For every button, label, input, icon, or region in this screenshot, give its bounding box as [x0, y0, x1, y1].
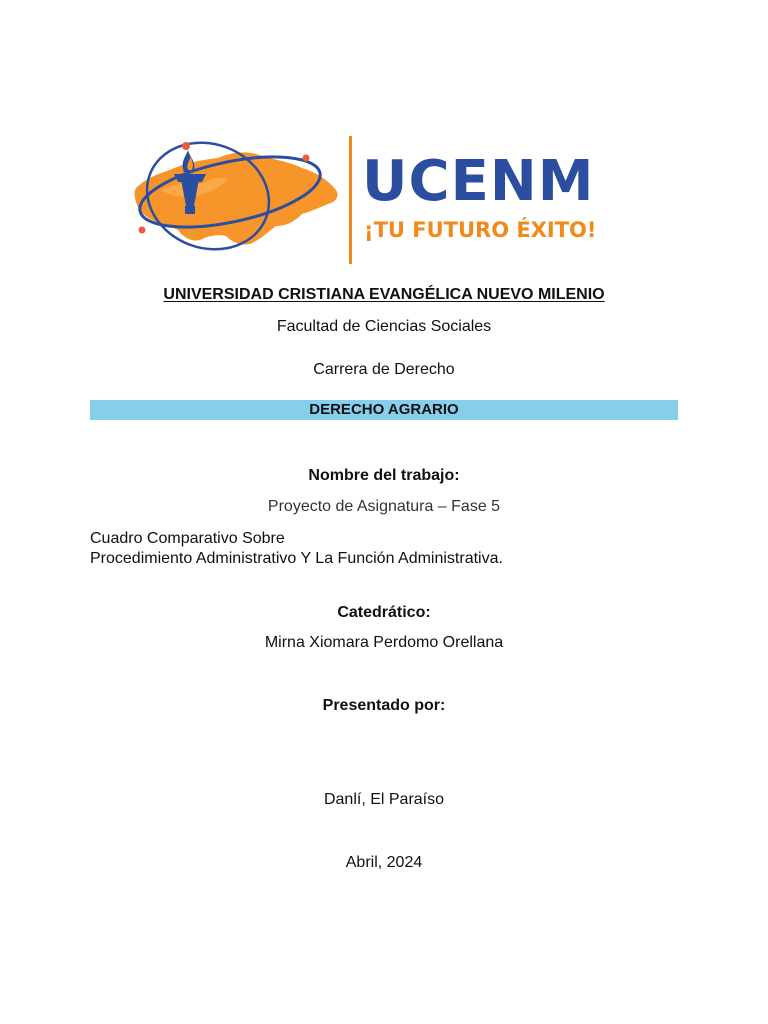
- honduras-map-icon: [130, 130, 345, 270]
- university-name-text: UNIVERSIDAD CRISTIANA EVANGÉLICA NUEVO MILENIO: [163, 286, 605, 303]
- career-name: Carrera de Derecho: [313, 361, 455, 378]
- work-title-line-2: Procedimiento Administrativo Y La Función Administrativa.: [90, 550, 503, 567]
- university-name: [0, 285, 768, 305]
- work-phase: Proyecto de Asignatura – Fase 5: [267, 498, 501, 515]
- work-title-line-1: Cuadro Comparativo Sobre: [90, 530, 285, 547]
- subject-title: DERECHO AGRARIO: [309, 401, 459, 418]
- place: Danlí, El Paraíso: [323, 791, 445, 808]
- logo-wordmark: UCENM: [362, 149, 595, 214]
- teacher-heading: Catedrático:: [337, 604, 431, 621]
- work-name-heading: Nombre del trabajo:: [308, 467, 460, 484]
- logo-divider: [349, 136, 352, 264]
- faculty-name: Facultad de Ciencias Sociales: [276, 318, 492, 335]
- logo-slogan: ¡TU FUTURO ÉXITO!: [364, 218, 597, 242]
- work-title: [90, 529, 503, 569]
- date: Abril, 2024: [345, 854, 423, 871]
- subject-banner: [90, 400, 678, 420]
- presented-by-heading: Presentado por:: [322, 697, 446, 714]
- teacher-name: Mirna Xiomara Perdomo Orellana: [264, 634, 504, 651]
- university-logo: [130, 130, 660, 270]
